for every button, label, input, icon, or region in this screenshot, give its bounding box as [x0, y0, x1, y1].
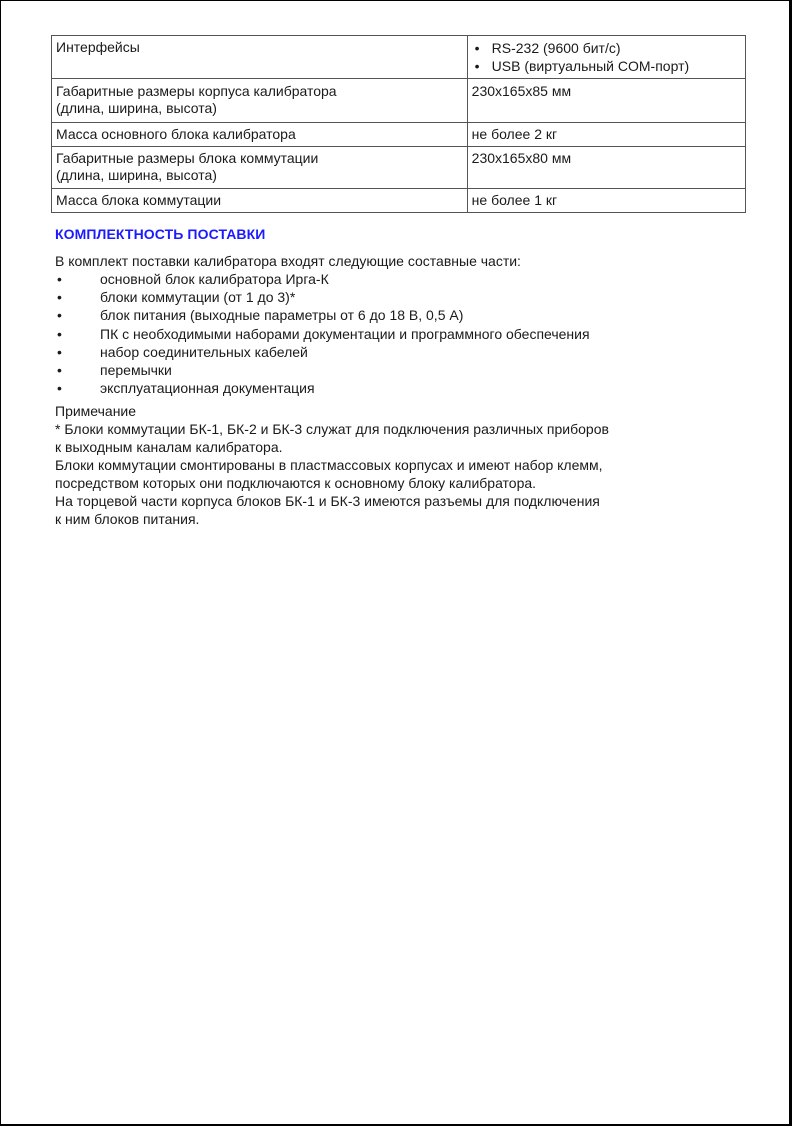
note-line: посредством которых они подключаются к основному блоку калибратора.	[55, 475, 537, 491]
list-item	[472, 39, 741, 57]
list-item	[55, 325, 590, 343]
spec-label: Масса блока коммутации	[52, 189, 468, 213]
spec-label-line: (длина, ширина, высота)	[56, 167, 217, 183]
bullet-icon: •	[57, 271, 62, 287]
section-heading: КОМПЛЕКТНОСТЬ ПОСТАВКИ	[55, 226, 266, 242]
spec-label: Масса основного блока калибратора	[52, 123, 468, 147]
list-item-text: эксплуатационная документация	[100, 380, 315, 397]
list-item	[55, 288, 590, 306]
interface-usb: USB (виртуальный COM-порт)	[491, 58, 690, 74]
bullet-icon: •	[57, 289, 62, 306]
note-block	[55, 402, 609, 528]
list-item	[55, 379, 590, 397]
table-row	[52, 79, 746, 123]
spec-label	[52, 147, 468, 189]
delivery-items-list	[55, 270, 590, 397]
note-line: На торцевой части корпуса блоков БК-1 и БК-3 имеются разъемы для подключения	[55, 493, 600, 509]
delivery-intro: В комплект поставки калибратора входят следующие составные части:	[55, 253, 521, 269]
list-item-text: ПК с необходимыми наборами документации и программного обеспечения	[100, 325, 590, 342]
list-item	[472, 57, 741, 75]
spec-label-line: (длина, ширина, высота)	[56, 100, 217, 116]
note-line: к ним блоков питания.	[55, 511, 200, 527]
bullet-icon: •	[57, 380, 62, 397]
list-item-text: перемычки	[100, 362, 172, 379]
table-row	[52, 36, 746, 79]
interface-rs232: RS-232 (9600 бит/с)	[491, 40, 621, 56]
note-heading: Примечание	[55, 403, 137, 419]
spec-label	[52, 79, 468, 123]
list-item	[55, 270, 590, 288]
spec-value: 230x165x80 мм	[467, 147, 745, 189]
table-row	[52, 123, 746, 147]
list-item-text: основной блок калибратора Ирга-К	[100, 271, 329, 287]
interfaces-list	[472, 39, 741, 75]
bullet-icon: •	[57, 343, 62, 360]
list-item	[55, 343, 590, 361]
spec-label-line: Габаритные размеры корпуса калибратора	[56, 83, 337, 99]
spec-value: не более 1 кг	[467, 189, 745, 213]
list-item	[55, 306, 590, 324]
bullet-icon: •	[474, 58, 480, 74]
bullet-icon: •	[57, 325, 62, 342]
spec-value: не более 2 кг	[467, 123, 745, 147]
spec-label	[52, 36, 468, 79]
list-item-text: набор соединительных кабелей	[100, 343, 308, 360]
specifications-table	[51, 35, 746, 213]
bullet-icon: •	[474, 40, 480, 56]
list-item-text: блоки коммутации (от 1 до 3)*	[100, 289, 296, 306]
list-item-text: блок питания (выходные параметры от 6 до 18 В, 0,5 А)	[100, 307, 464, 324]
spec-value	[467, 36, 745, 79]
note-line: к выходным каналам калибратора.	[55, 439, 283, 455]
list-item	[55, 361, 590, 379]
spec-label-text: Интерфейсы	[56, 39, 140, 55]
spec-label-line: Габаритные размеры блока коммутации	[56, 150, 319, 166]
spec-value: 230x165x85 мм	[467, 79, 745, 123]
bullet-icon: •	[57, 307, 62, 324]
note-line: Блоки коммутации смонтированы в пластмассовых корпусах и имеют набор клемм,	[55, 457, 603, 473]
note-line: * Блоки коммутации БК-1, БК-2 и БК-3 служат для подключения различных приборов	[55, 421, 609, 437]
bullet-icon: •	[57, 362, 62, 379]
table-row	[52, 189, 746, 213]
table-row	[52, 147, 746, 189]
